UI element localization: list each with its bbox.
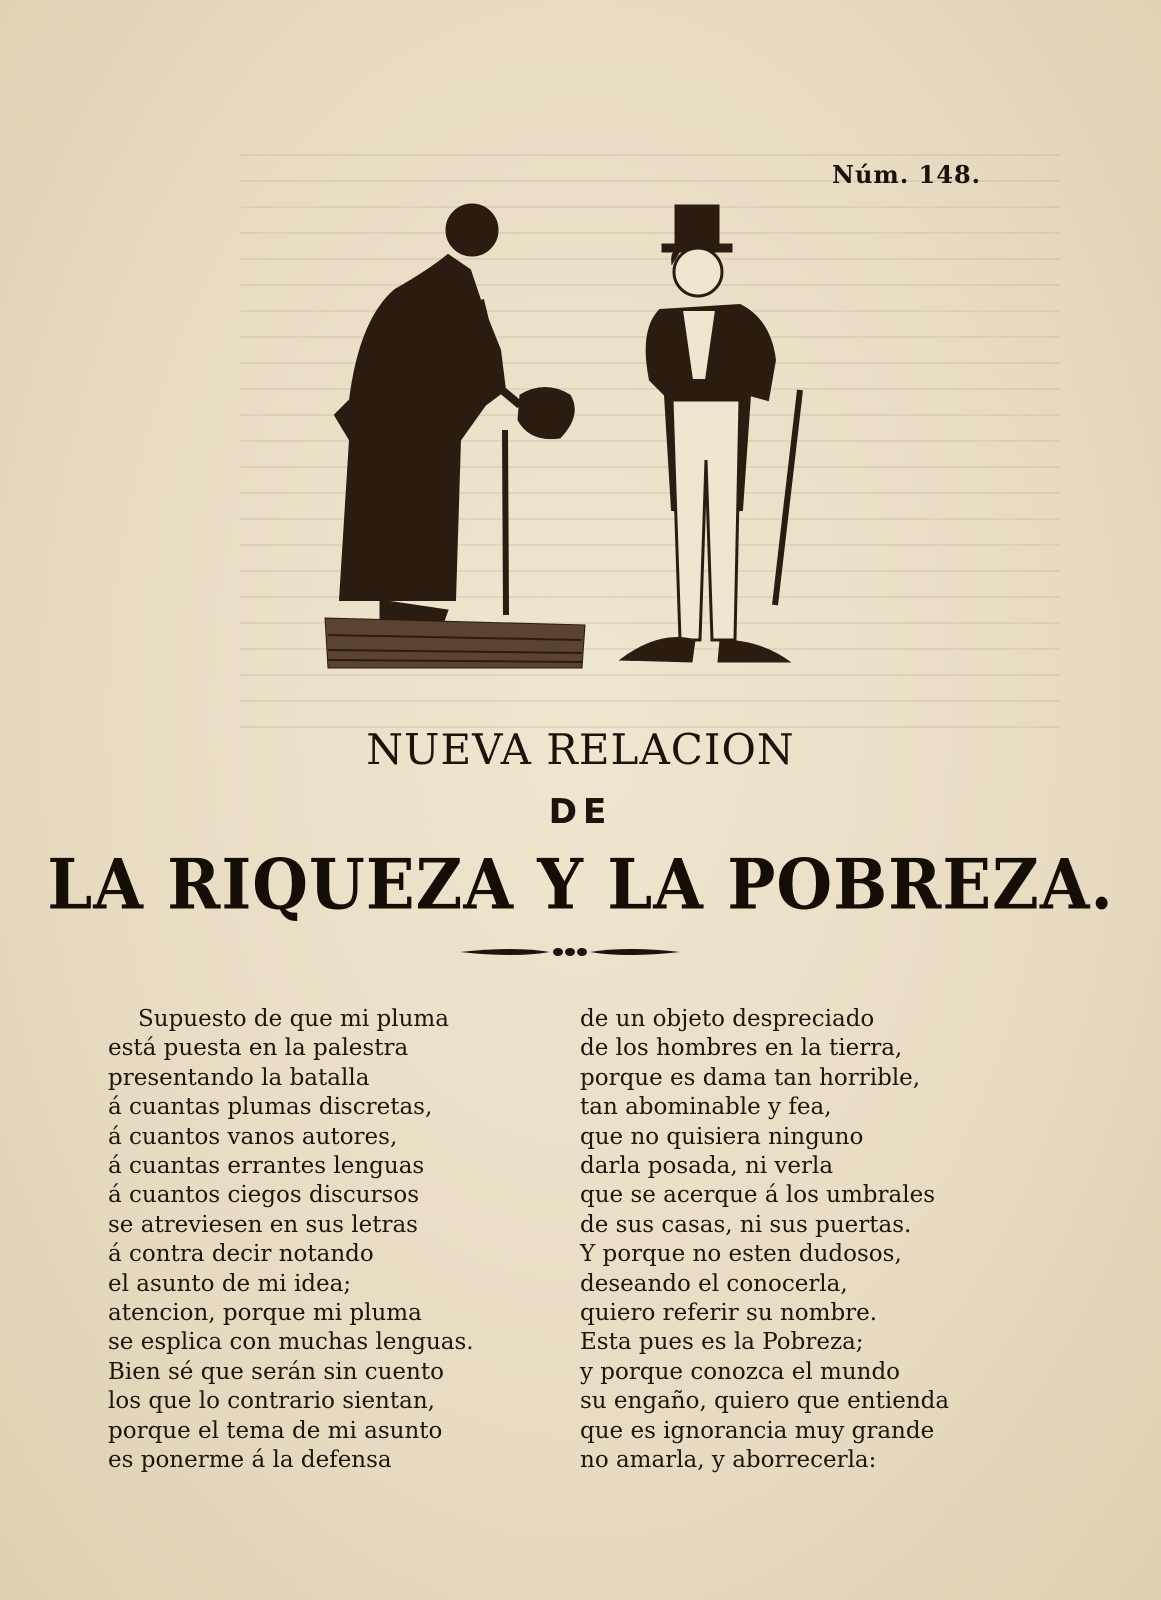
poem-line: que no quisiera ninguno xyxy=(580,1123,864,1150)
poem-line: es ponerme á la defensa xyxy=(108,1447,392,1474)
poem-line: atencion, porque mi pluma xyxy=(108,1300,422,1327)
title-line-1: NUEVA RELACION xyxy=(366,725,795,774)
poem-line: Esta pues es la Pobreza; xyxy=(580,1329,864,1356)
poem-line: á contra decir notando xyxy=(108,1241,374,1268)
poem-line: Y porque no esten dudosos, xyxy=(580,1241,902,1268)
poem-line: de sus casas, ni sus puertas. xyxy=(580,1211,912,1238)
poem-line: que se acerque á los umbrales xyxy=(580,1182,936,1209)
gentleman-figure xyxy=(620,205,800,662)
beggar-figure xyxy=(325,204,585,668)
poem-line: Supuesto de que mi pluma xyxy=(138,1006,449,1032)
poem-line: á cuantos vanos autores, xyxy=(108,1123,398,1150)
title-line-3: LA RIQUEZA Y LA POBREZA. xyxy=(47,845,1114,926)
poem-line: se esplica con muchas lenguas. xyxy=(108,1329,474,1356)
poem-line: se atreviesen en sus letras xyxy=(108,1211,418,1238)
poem-line: el asunto de mi idea; xyxy=(108,1270,352,1297)
poem-line: que es ignorancia muy grande xyxy=(580,1417,935,1444)
poem-line: Bien sé que serán sin cuento xyxy=(108,1358,444,1385)
poem-line: y porque conozca el mundo xyxy=(580,1358,901,1385)
poem-line: su engaño, quiero que entienda xyxy=(580,1388,950,1415)
title-line-2: DE xyxy=(548,792,613,832)
poem-line: porque es dama tan horrible, xyxy=(580,1064,921,1091)
poem-line: deseando el conocerla, xyxy=(580,1270,848,1297)
poem-column-left xyxy=(108,1005,548,1476)
poem-line: tan abominable y fea, xyxy=(580,1094,832,1121)
poem-line: presentando la batalla xyxy=(108,1064,370,1091)
issue-number: Núm. 148. xyxy=(832,160,981,189)
poem-column-right xyxy=(580,1005,1040,1476)
poem-line: darla posada, ni verla xyxy=(580,1153,834,1180)
poem-line: á cuantas plumas discretas, xyxy=(108,1094,433,1121)
poem-line: no amarla, y aborrecerla: xyxy=(580,1447,877,1474)
poem-line: los que lo contrario sientan, xyxy=(108,1388,435,1415)
woodcut-beggar-and-gentleman-icon xyxy=(320,200,840,690)
poem-line: porque el tema de mi asunto xyxy=(108,1417,443,1444)
poem-line: quiero referir su nombre. xyxy=(580,1300,878,1327)
ornament-rule-icon xyxy=(460,942,680,962)
poem-line: á cuantos ciegos discursos xyxy=(108,1182,420,1209)
poem-line: está puesta en la palestra xyxy=(108,1035,409,1062)
poem-line: de los hombres en la tierra, xyxy=(580,1035,903,1062)
poem-line: á cuantas errantes lenguas xyxy=(108,1153,425,1180)
poem-line: de un objeto despreciado xyxy=(580,1006,875,1032)
